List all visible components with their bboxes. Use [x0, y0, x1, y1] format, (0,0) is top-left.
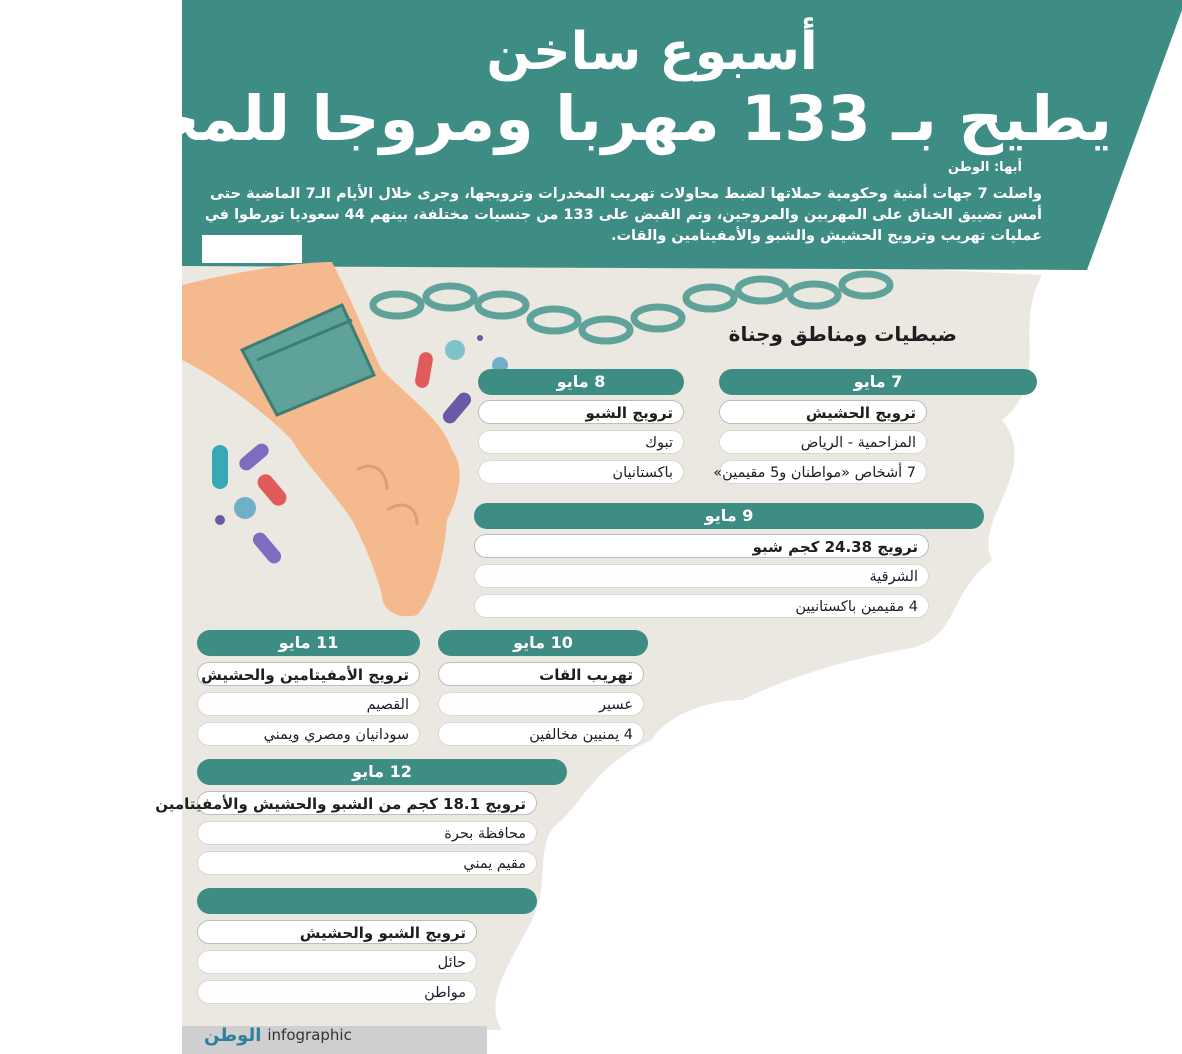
- activity-pill: ترويج 24.38 كجم شبو: [474, 534, 929, 558]
- date-bar: 8 مايو: [478, 369, 684, 395]
- activity-pill: ترويج الشبو: [478, 400, 684, 424]
- activity-pill: ترويج الشبو والحشيش: [197, 920, 477, 944]
- activity-pill: ترويج الأمفيتامين والحشيش: [197, 662, 420, 686]
- activity-pill: تهريب القات: [438, 662, 644, 686]
- suspects-pill: 4 يمنيين مخالفين: [438, 722, 644, 746]
- suspects-pill: مقيم يمني: [197, 851, 537, 875]
- logo-arabic: الوطن: [204, 1024, 262, 1046]
- suspects-pill: سودانيان ومصري ويمني: [197, 722, 420, 746]
- headline-kicker: أسبوع ساخن: [486, 22, 818, 82]
- suspects-pill: مواطن: [197, 980, 477, 1004]
- date-bar: 9 مايو: [474, 503, 984, 529]
- location-pill: حائل: [197, 950, 477, 974]
- headline-main: يطيح بـ 133 مهربا ومروجا للمخدرات: [0, 82, 1112, 155]
- location-pill: المزاحمية - الرياض: [719, 430, 927, 454]
- suspects-pill: باكستانيان: [478, 460, 684, 484]
- location-pill: عسير: [438, 692, 644, 716]
- location-pill: القصيم: [197, 692, 420, 716]
- section-title: ضبطيات ومناطق وجناة: [728, 322, 957, 346]
- date-bar: 11 مايو: [197, 630, 420, 656]
- suspects-pill: 4 مقيمين باكستانيين: [474, 594, 929, 618]
- activity-pill: ترويج الحشيش: [719, 400, 927, 424]
- date-bar: 7 مايو: [719, 369, 1037, 395]
- location-pill: الشرقية: [474, 564, 929, 588]
- location-pill: محافظة بحرة: [197, 821, 537, 845]
- activity-pill: ترويج 18.1 كجم من الشبو والحشيش والأمفيتامين: [197, 791, 537, 815]
- date-bar: [197, 888, 537, 914]
- date-bar: 10 مايو: [438, 630, 648, 656]
- suspects-pill: 7 أشخاص «مواطنان و5 مقيمين»: [719, 460, 927, 484]
- logo-english: infographic: [267, 1026, 352, 1044]
- brand-logo: [204, 1020, 352, 1050]
- byline: أبها: الوطن: [948, 160, 1022, 175]
- date-bar: 12 مايو: [197, 759, 567, 785]
- intro-paragraph: واصلت 7 جهات أمنية وحكومية حملاتها لضبط محاولات تهريب المخدرات وترويجها، وجرى خلال الأيام الـ7 الماضية حتى أمس تضييق الخناق على المهربين والمروجين، وتم القبض على 133 من جنسيات مختلفة، بينهم 44 سعوديا تورطوا في عمليات تهريب وترويج الحشيش والشبو والأمفيتامين والقات.: [204, 186, 1042, 244]
- redaction-box: [202, 235, 302, 263]
- location-pill: تبوك: [478, 430, 684, 454]
